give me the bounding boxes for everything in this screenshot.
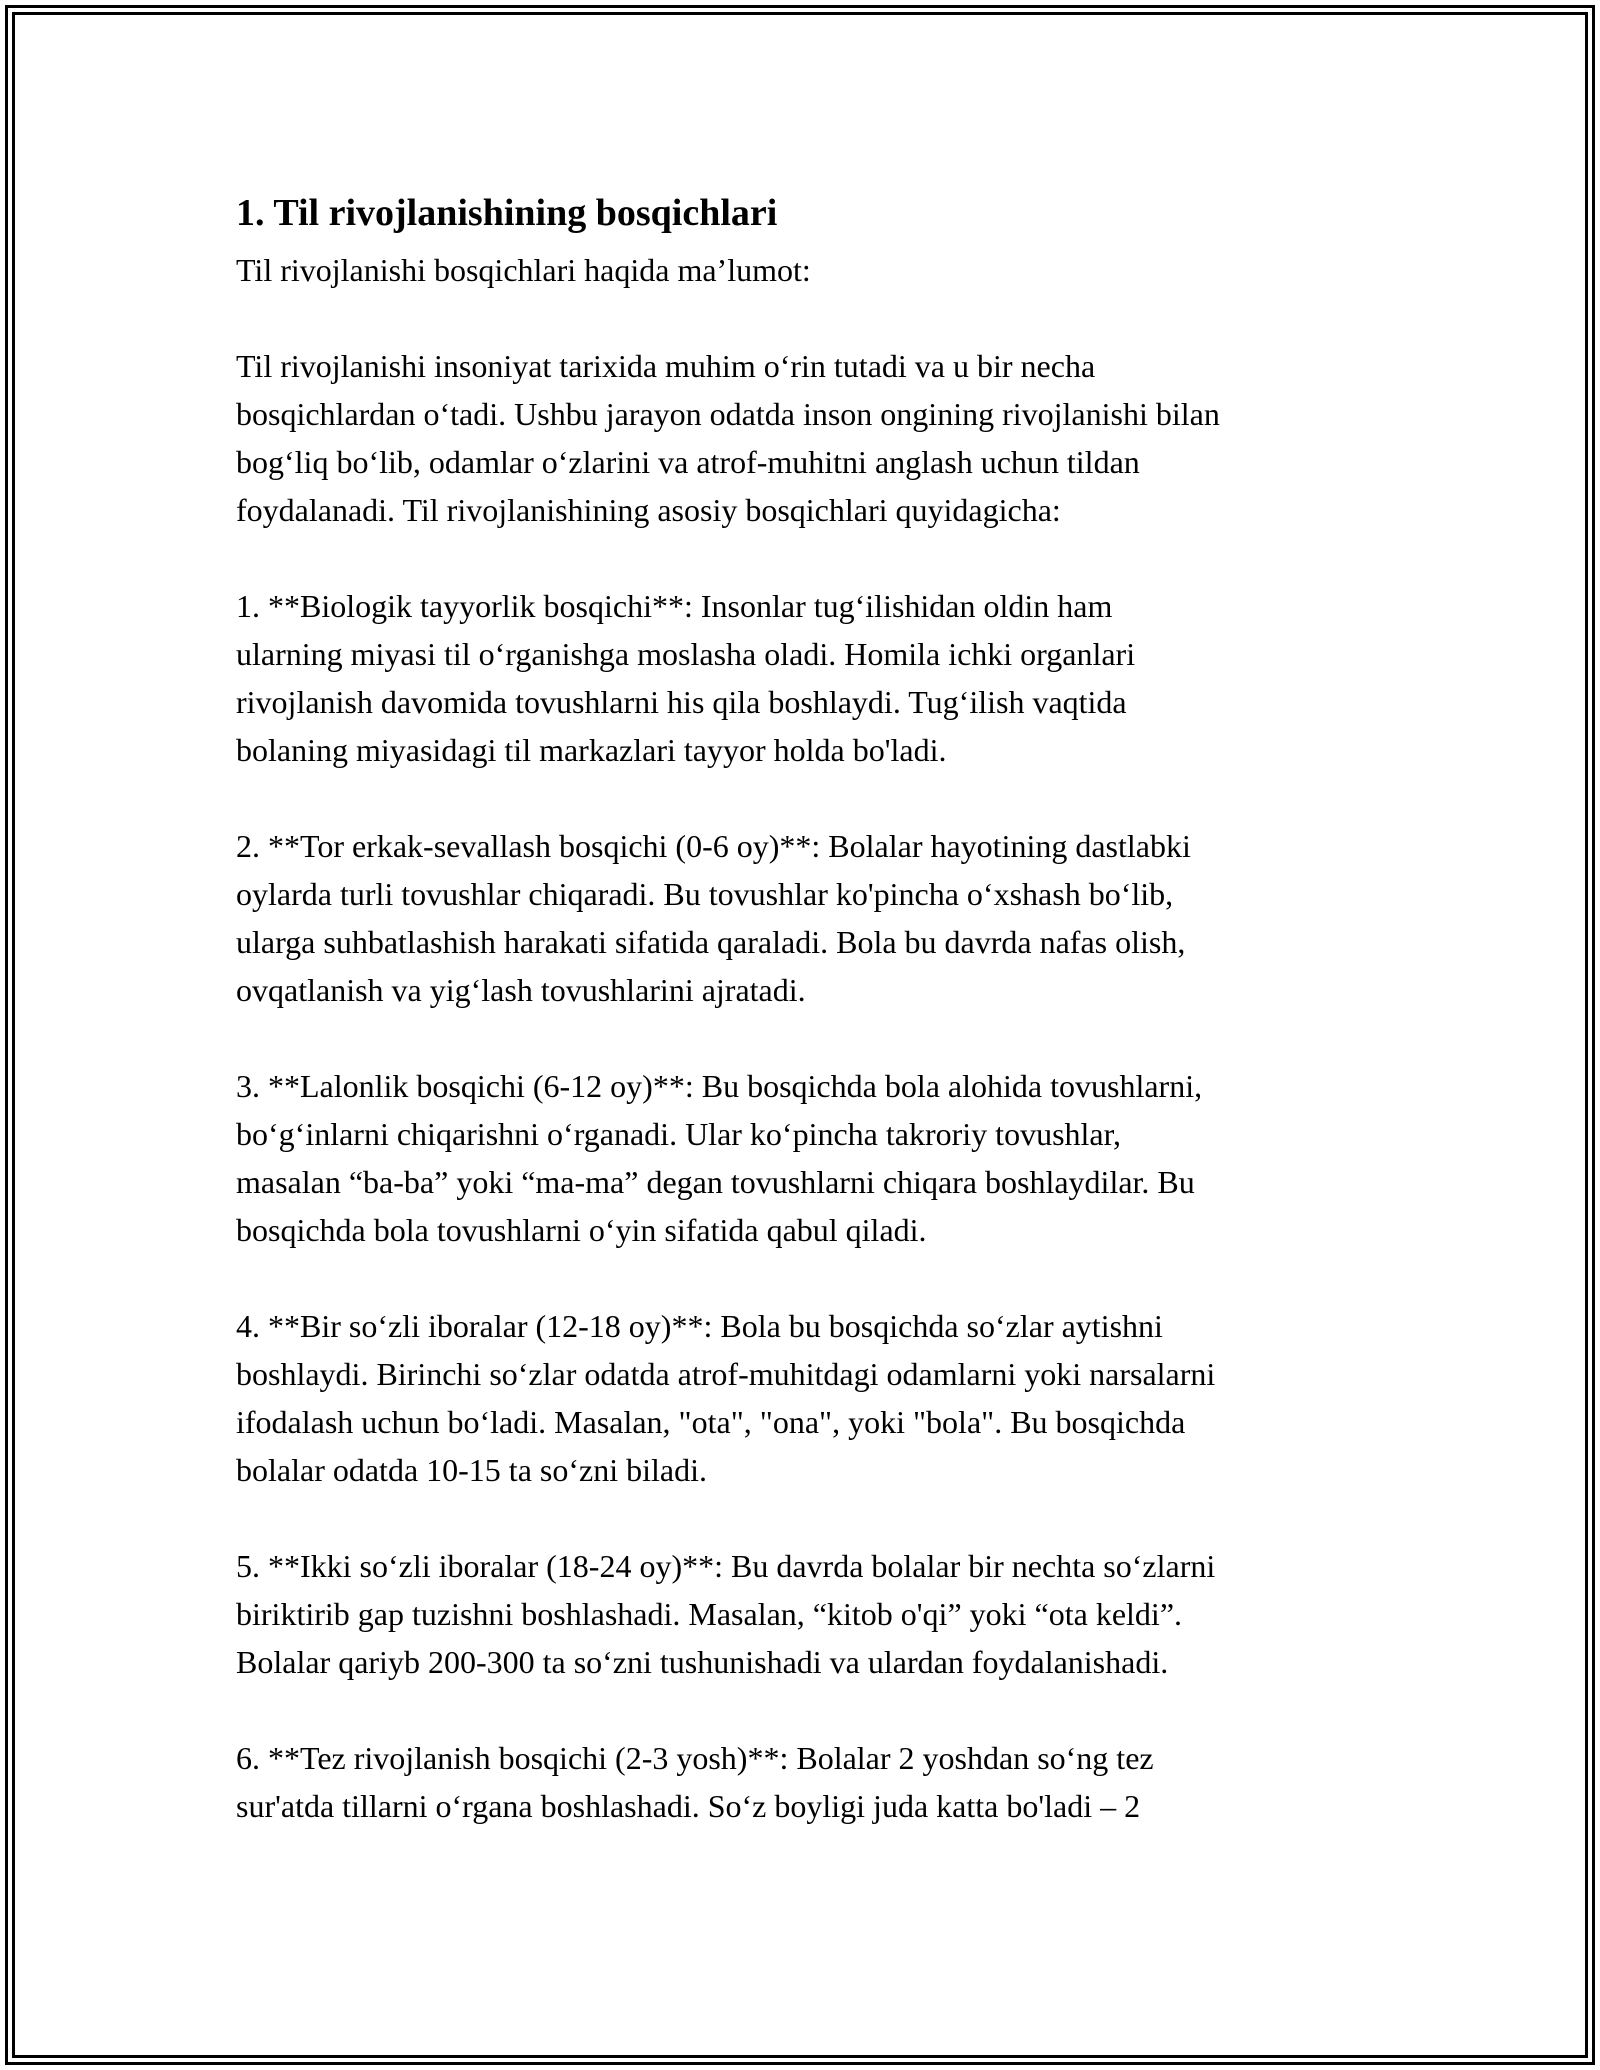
paragraph-gap — [236, 774, 1386, 822]
intro-line: Til rivojlanishi bosqichlari haqida ma’lumot: — [236, 252, 811, 288]
document-body — [236, 180, 1386, 1830]
paragraph-gap — [236, 1494, 1386, 1542]
paragraph-stage-1: 1. **Biologik tayyorlik bosqichi**: Insonlar tug‘ilishidan oldin ham ularning miyasi til o‘rganishga moslasha oladi. Homila ichki organlari rivojlanish davomida tovushlarni his qila boshlaydi. Tug‘ilish vaqtida bolaning miyasidagi til markazlari tayyor holda bo'ladi. — [236, 588, 1136, 768]
paragraph-stage-6: 6. **Tez rivojlanish bosqichi (2-3 yosh)**: Bolalar 2 yoshdan so‘ng tez sur'atda tillarni o‘rgana boshlashadi. So‘z boyligi juda katta bo'ladi – 2 — [236, 1740, 1154, 1824]
paragraph-gap — [236, 1254, 1386, 1302]
paragraph-overview: Til rivojlanishi insoniyat tarixida muhim o‘rin tutadi va u bir necha bosqichlardan o‘tadi. Ushbu jarayon odatda inson ongining rivojlanishi bilan bog‘liq bo‘lib, odamlar o‘zlarini va atrof-muhitni anglash uchun tildan foydalanadi. Til rivojlanishining asosiy bosqichlari quyidagicha: — [236, 348, 1220, 528]
paragraph-stage-2: 2. **Tor erkak-sevallash bosqichi (0-6 oy)**: Bolalar hayotining dastlabki oylarda turli tovushlar chiqaradi. Bu tovushlar ko'pincha o‘xshash bo‘lib, ularga suhbatlashish harakati sifatida qaraladi. Bola bu davrda nafas olish, ovqatlanish va yig‘lash tovushlarini ajratadi. — [236, 828, 1191, 1008]
paragraph-gap — [236, 1014, 1386, 1062]
paragraph-stage-4: 4. **Bir so‘zli iboralar (12-18 oy)**: Bola bu bosqichda so‘zlar aytishni boshlaydi. Birinchi so‘zlar odatda atrof-muhitdagi odamlarni yoki narsalarni ifodalash uchun bo‘ladi. Masalan, "ota", "ona", yoki "bola". Bu bosqichda bolalar odatda 10-15 ta so‘zni biladi. — [236, 1308, 1216, 1488]
paragraph-gap — [236, 534, 1386, 582]
paragraph-gap — [236, 1686, 1386, 1734]
paragraph-stage-3: 3. **Lalonlik bosqichi (6-12 oy)**: Bu bosqichda bola alohida tovushlarni, bo‘g‘inlarni chiqarishni o‘rganadi. Ular ko‘pincha takroriy tovushlar, masalan “ba-ba” yoki “ma-ma” degan tovushlarni chiqara boshlaydilar. Bu bosqichda bola tovushlarni o‘yin sifatida qabul qiladi. — [236, 1068, 1203, 1248]
page-title: 1. Til rivojlanishining bosqichlari — [236, 192, 778, 234]
paragraph-gap — [236, 294, 1386, 342]
paragraph-stage-5: 5. **Ikki so‘zli iboralar (18-24 oy)**: Bu davrda bolalar bir nechta so‘zlarni biriktirib gap tuzishni boshlashadi. Masalan, “kitob o'qi” yoki “ota keldi”. Bolalar qariyb 200-300 ta so‘zni tushunishadi va ulardan foydalanishadi. — [236, 1548, 1216, 1680]
